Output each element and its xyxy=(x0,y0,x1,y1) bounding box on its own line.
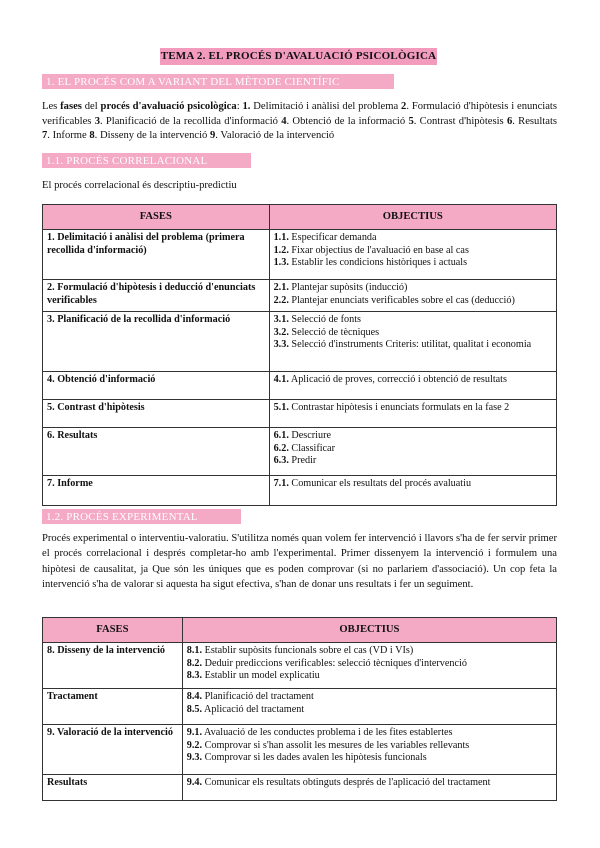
objective-item xyxy=(274,257,552,270)
objective-text: Selecció de tècniques xyxy=(288,326,380,338)
table-row xyxy=(43,230,557,280)
objective-text: Plantejar supòsits (inducció) xyxy=(288,282,408,293)
column-header-fases: FASES xyxy=(43,618,183,643)
objective-number: 1.3. xyxy=(273,257,289,268)
intro-paragraph xyxy=(42,100,557,144)
objectives-cell xyxy=(269,428,556,476)
phase-cell: 1. Delimitació i anàlisi del problema (primera recollida d'informació) xyxy=(43,230,270,280)
objective-item xyxy=(274,314,552,327)
objective-number: 3.3. xyxy=(273,339,289,350)
intro-bold: 2 xyxy=(401,101,407,112)
objective-number: 3.2. xyxy=(273,326,289,338)
objective-text: Aplicació de proves, correcció i obtenció de resultats xyxy=(288,374,507,385)
objective-text: Descriure xyxy=(288,430,332,441)
intro-text: Delimitació i anàlisi del problema xyxy=(250,101,402,112)
intro-bold: procés d'avaluació psicològica xyxy=(100,101,237,112)
objective-item xyxy=(187,727,552,740)
objective-text: Selecció de fonts xyxy=(288,314,361,325)
objective-number: 8.2. xyxy=(186,657,203,669)
table-row xyxy=(43,643,557,689)
objective-number: 1.1. xyxy=(273,232,289,243)
phase-cell: 3. Planificació de la recollida d'informació xyxy=(43,312,270,372)
objective-text: Predir xyxy=(288,455,317,466)
objective-number: 9.4. xyxy=(186,777,203,788)
experimental-text: Procés experimental o interventiu-valoratiu. S'utilitza només quan volem fer intervenció i llavors s'ha de fer servir primer el procés correlacional i després completar-ho amb l'experimental. Primer dissenyem la intervenció i formulem una hipòtesi de causalitat, ja Que són les úniques que es poden comprovar (si no parlariem d'associació). Un cop feta la intervenció s'ha de valorar si aquesta ha sigut efectiva, s'han de donar uns resultats i fer un seguiment. xyxy=(42,533,557,590)
column-header-fases: FASES xyxy=(43,205,270,230)
intro-bold: 6 xyxy=(506,115,513,127)
objective-number: 9.3. xyxy=(186,752,203,763)
table-row xyxy=(43,312,557,372)
intro-text: . Disseny de la intervenció xyxy=(94,130,210,141)
correlational-text: El procés correlacional és descriptiu-predictiu xyxy=(42,180,237,191)
objective-number: 9.1. xyxy=(186,727,203,738)
objective-number: 2.1. xyxy=(273,282,289,293)
intro-bold: 3 xyxy=(94,115,100,127)
table-row xyxy=(43,725,557,775)
objective-number: 6.3. xyxy=(273,455,289,466)
objective-number: 8.1. xyxy=(186,645,203,656)
objective-number: 8.5. xyxy=(186,703,203,715)
table-header-row xyxy=(43,205,557,230)
intro-text: . Planificació de la recollida d'informació xyxy=(99,115,282,127)
objectives-cell xyxy=(269,312,556,372)
objective-text: Especificar demanda xyxy=(288,232,377,243)
experimental-table xyxy=(42,617,557,801)
intro-bold: 9 xyxy=(210,130,216,141)
phase-cell: 2. Formulació d'hipòtesis i deducció d'enunciats verificables xyxy=(43,280,270,312)
intro-bold: 8 xyxy=(89,130,95,141)
objective-text: Comunicar els resultats del procés avaluatiu xyxy=(288,478,472,489)
phase-cell: 6. Resultats xyxy=(43,428,270,476)
objective-text: Aplicació del tractament xyxy=(202,703,305,715)
objective-item xyxy=(274,443,552,456)
objective-text: Planificació del tractament xyxy=(202,691,314,702)
objective-item xyxy=(274,430,552,443)
objective-number: 5.1. xyxy=(273,402,289,413)
phase-cell: 5. Contrast d'hipòtesis xyxy=(43,400,270,428)
objective-number: 3.1. xyxy=(273,314,289,325)
objective-item xyxy=(274,402,552,415)
objective-number: 9.2. xyxy=(186,739,203,751)
objectives-cell xyxy=(269,476,556,506)
objective-number: 8.4. xyxy=(186,691,203,702)
intro-text: : xyxy=(236,101,243,112)
objective-item xyxy=(187,752,552,765)
objective-item xyxy=(187,777,552,790)
section-heading-1: 1. EL PROCÉS COM A VARIANT DEL MÈTODE CIENTÍFIC xyxy=(42,74,394,89)
objective-text: Fixar objectius de l'avaluació en base al cas xyxy=(288,244,469,256)
table-row xyxy=(43,476,557,506)
objective-text: Contrastar hipòtesis i enunciats formulats en la fase 2 xyxy=(288,402,510,413)
objective-text: Deduir prediccions verificables: selecció tècniques d'intervenció xyxy=(202,657,467,669)
column-header-objectius: OBJECTIUS xyxy=(182,618,556,643)
objectives-cell xyxy=(269,372,556,400)
objective-item xyxy=(274,327,552,340)
intro-text: . Informe xyxy=(47,130,90,141)
intro-bold: fases xyxy=(60,101,82,112)
objective-number: 6.2. xyxy=(273,442,289,454)
objective-item xyxy=(187,740,552,753)
objective-number: 2.2. xyxy=(273,294,289,306)
column-header-objectius: OBJECTIUS xyxy=(269,205,556,230)
objective-item xyxy=(274,295,552,308)
objective-item xyxy=(274,245,552,258)
objectives-cell xyxy=(269,400,556,428)
objectives-cell xyxy=(182,775,556,801)
objective-item xyxy=(187,704,552,717)
phase-cell: 4. Obtenció d'informació xyxy=(43,372,270,400)
table-row xyxy=(43,280,557,312)
section-heading-1-1: 1.1. PROCÉS CORRELACIONAL xyxy=(42,153,251,168)
table-row xyxy=(43,428,557,476)
objective-item xyxy=(274,339,552,352)
intro-text: . Formulació d'hipòtesis i enunciats verificables xyxy=(42,101,557,127)
objective-number: 6.1. xyxy=(273,430,289,441)
intro-bold: 7 xyxy=(42,130,48,141)
objective-text: Avaluació de les conductes problema i de les fites establertes xyxy=(202,727,453,738)
objective-text: Establir un model explicatiu xyxy=(202,670,320,681)
objective-item xyxy=(274,478,552,491)
objective-item xyxy=(274,374,552,387)
intro-text: . Contrast d'hipòtesis xyxy=(413,115,507,127)
objective-text: Establir supòsits funcionals sobre el cas (VD i VIs) xyxy=(202,645,414,656)
objective-item xyxy=(274,282,552,295)
correlational-table xyxy=(42,204,557,506)
objective-text: Establir les condicions històriques i actuals xyxy=(288,257,468,268)
objective-text: Comprovar si s'han assolit les mesures de les variables rellevants xyxy=(202,739,470,751)
intro-bold: 1. xyxy=(242,101,251,112)
intro-text: del xyxy=(81,101,101,112)
objective-item xyxy=(274,455,552,468)
table-row xyxy=(43,400,557,428)
table-row xyxy=(43,775,557,801)
objective-item xyxy=(187,670,552,683)
objective-text: Comprovar si les dades avalen les hipòtesis funcionals xyxy=(202,752,427,763)
intro-bold: 4 xyxy=(281,115,287,127)
objective-number: 4.1. xyxy=(273,374,289,385)
objective-item xyxy=(187,645,552,658)
objective-text: Comunicar els resultats obtinguts després de l'aplicació del tractament xyxy=(202,777,491,788)
objectives-cell xyxy=(182,689,556,725)
intro-bold: 5 xyxy=(408,115,414,127)
objective-number: 1.2. xyxy=(273,244,289,256)
phase-cell: Resultats xyxy=(43,775,183,801)
intro-text: . Obtenció de la informació xyxy=(286,115,409,127)
objective-number: 7.1. xyxy=(273,478,289,489)
phase-cell: 7. Informe xyxy=(43,476,270,506)
objectives-cell xyxy=(269,230,556,280)
document-title: TEMA 2. EL PROCÉS D'AVALUACIÓ PSICOLÒGICA xyxy=(160,48,437,65)
phase-cell: 9. Valoració de la intervenció xyxy=(43,725,183,775)
intro-text: Les xyxy=(42,101,61,112)
objectives-cell xyxy=(269,280,556,312)
objective-number: 8.3. xyxy=(186,670,203,681)
objectives-cell xyxy=(182,643,556,689)
phase-cell: Tractament xyxy=(43,689,183,725)
objective-text: Selecció d'instruments Criteris: utilitat, qualitat i economia xyxy=(288,339,532,350)
objectives-cell xyxy=(182,725,556,775)
objective-item xyxy=(187,658,552,671)
table-row xyxy=(43,372,557,400)
objective-text: Classificar xyxy=(288,442,335,454)
phase-cell: 8. Disseny de la intervenció xyxy=(43,643,183,689)
table-row xyxy=(43,689,557,725)
section-heading-1-2: 1.2. PROCÉS EXPERIMENTAL xyxy=(42,509,241,524)
intro-text: . Valoració de la intervenció xyxy=(215,130,335,141)
objective-item xyxy=(187,691,552,704)
objective-item xyxy=(274,232,552,245)
intro-text: . Resultats xyxy=(512,115,558,127)
objective-text: Plantejar enunciats verificables sobre el cas (deducció) xyxy=(288,294,515,306)
table-header-row xyxy=(43,618,557,643)
